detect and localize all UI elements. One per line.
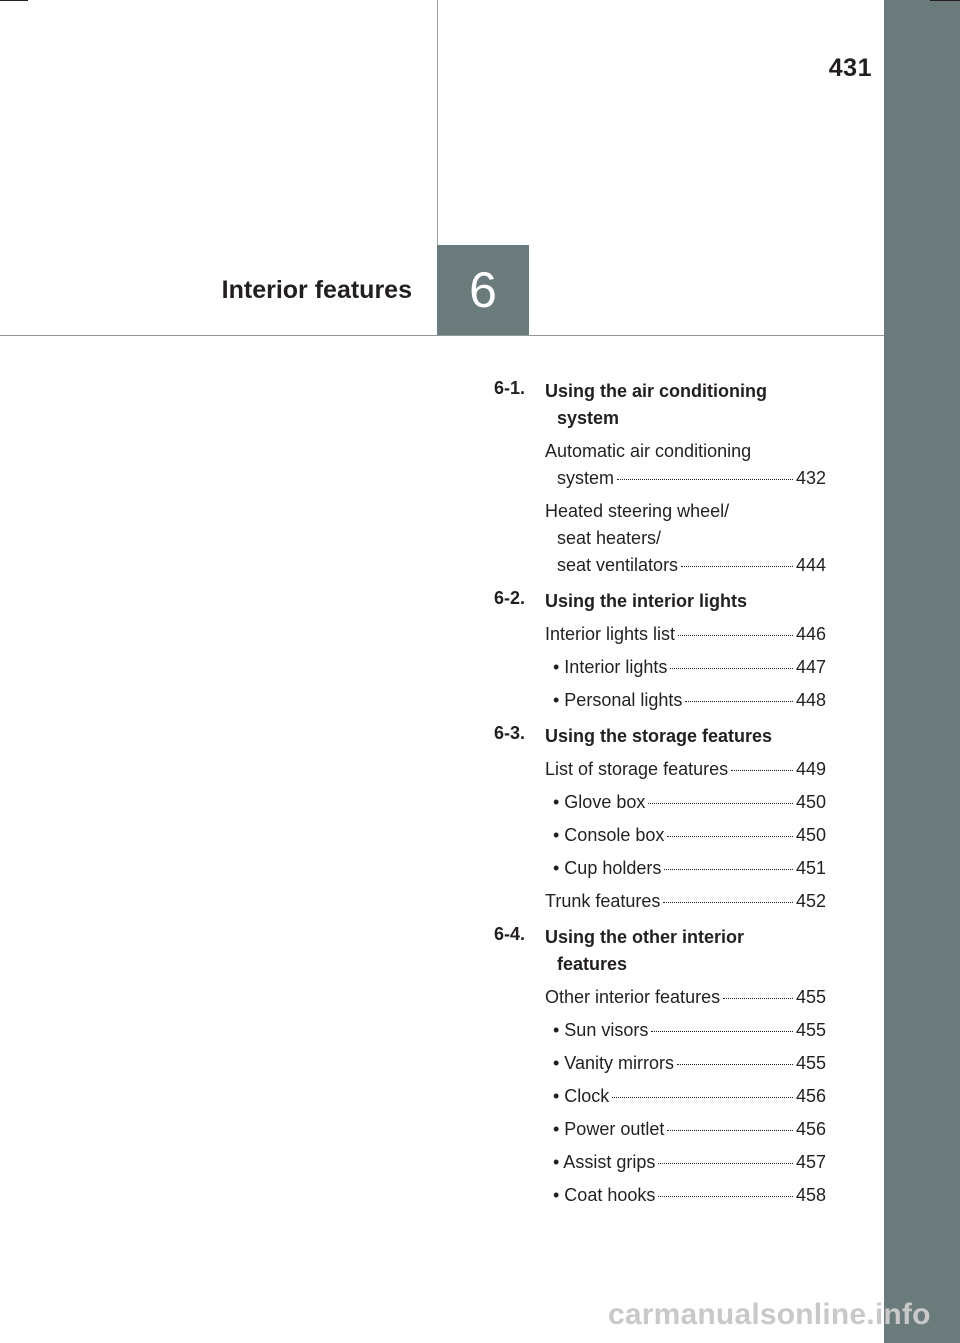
- toc-page-number: 455: [795, 1020, 826, 1040]
- dot-leader: [667, 836, 793, 837]
- dot-leader: [723, 998, 793, 999]
- side-tab: [884, 0, 960, 1343]
- section-title: Using the air conditioning system: [545, 381, 767, 428]
- toc-page-number: 451: [795, 858, 826, 878]
- toc-subentry[interactable]: • Glove box 450: [557, 789, 826, 816]
- header-divider-horizontal: [0, 335, 884, 336]
- dot-leader: [670, 668, 793, 669]
- dot-leader: [617, 479, 793, 480]
- toc-page-number: 448: [795, 690, 826, 710]
- toc-page-number: 456: [795, 1086, 826, 1106]
- toc-page-number: 455: [795, 1053, 826, 1073]
- toc-page-number: 457: [795, 1152, 826, 1172]
- toc-section-6-1: [494, 378, 826, 432]
- dot-leader: [685, 701, 793, 702]
- toc-page-number: 449: [795, 759, 826, 779]
- dot-leader: [658, 1196, 793, 1197]
- section-title: Using the other interior features: [545, 927, 745, 974]
- toc-section-6-2: [494, 588, 826, 615]
- section-number: 6-4.: [494, 924, 526, 944]
- section-title: Using the storage features: [545, 726, 773, 746]
- toc-page-number: 446: [795, 624, 826, 644]
- toc-entry-automatic-ac[interactable]: Automatic air conditioning system 432: [545, 438, 826, 492]
- toc-subentry[interactable]: • Cup holders 451: [557, 855, 826, 882]
- toc-page-number: 444: [795, 555, 826, 575]
- dot-leader: [731, 770, 793, 771]
- toc-page-number: 458: [795, 1185, 826, 1205]
- toc-subentry[interactable]: • Interior lights 447: [557, 654, 826, 681]
- toc-page-number: 450: [795, 825, 826, 845]
- crop-mark-left: [0, 0, 28, 1]
- dot-leader: [658, 1163, 793, 1164]
- toc-subentry[interactable]: • Vanity mirrors 455: [557, 1050, 826, 1077]
- toc-page-number: 432: [795, 468, 826, 488]
- chapter-title: Interior features: [221, 276, 412, 304]
- table-of-contents: [494, 378, 826, 1209]
- header-divider-vertical: [437, 0, 438, 245]
- section-title: Using the interior lights: [545, 591, 748, 611]
- toc-page-number: 452: [795, 891, 826, 911]
- toc-page-number: 447: [795, 657, 826, 677]
- toc-subentry[interactable]: • Coat hooks 458: [557, 1182, 826, 1209]
- dot-leader: [677, 1064, 793, 1065]
- section-number: 6-2.: [494, 588, 526, 608]
- dot-leader: [667, 1130, 793, 1131]
- dot-leader: [663, 902, 793, 903]
- toc-subentry[interactable]: • Console box 450: [557, 822, 826, 849]
- dot-leader: [681, 566, 793, 567]
- toc-section-6-3: [494, 723, 826, 750]
- toc-entry[interactable]: List of storage features 449: [545, 756, 826, 783]
- section-number: 6-1.: [494, 378, 526, 398]
- chapter-number: 6: [469, 262, 497, 318]
- toc-entry[interactable]: Interior lights list 446: [545, 621, 826, 648]
- toc-section-6-4: [494, 924, 826, 978]
- toc-subentry[interactable]: • Personal lights 448: [557, 687, 826, 714]
- toc-entry-heated-steering[interactable]: Heated steering wheel/ seat heaters/ seat ventilators 444: [545, 498, 826, 579]
- toc-page-number: 455: [795, 987, 826, 1007]
- section-number: 6-3.: [494, 723, 526, 743]
- toc-subentry[interactable]: • Clock 456: [557, 1083, 826, 1110]
- dot-leader: [651, 1031, 793, 1032]
- dot-leader: [678, 635, 793, 636]
- toc-entry[interactable]: Other interior features 455: [545, 984, 826, 1011]
- toc-entry[interactable]: Trunk features 452: [545, 888, 826, 915]
- chapter-number-box: [437, 245, 529, 335]
- dot-leader: [664, 869, 793, 870]
- dot-leader: [648, 803, 793, 804]
- toc-page-number: 450: [795, 792, 826, 812]
- page-number: 431: [828, 54, 872, 82]
- toc-subentry[interactable]: • Power outlet 456: [557, 1116, 826, 1143]
- toc-page-number: 456: [795, 1119, 826, 1139]
- watermark: carmanualsonline.info: [608, 1298, 931, 1331]
- toc-subentry[interactable]: • Sun visors 455: [557, 1017, 826, 1044]
- dot-leader: [612, 1097, 793, 1098]
- toc-subentry[interactable]: • Assist grips 457: [557, 1149, 826, 1176]
- crop-mark-right: [930, 0, 960, 1]
